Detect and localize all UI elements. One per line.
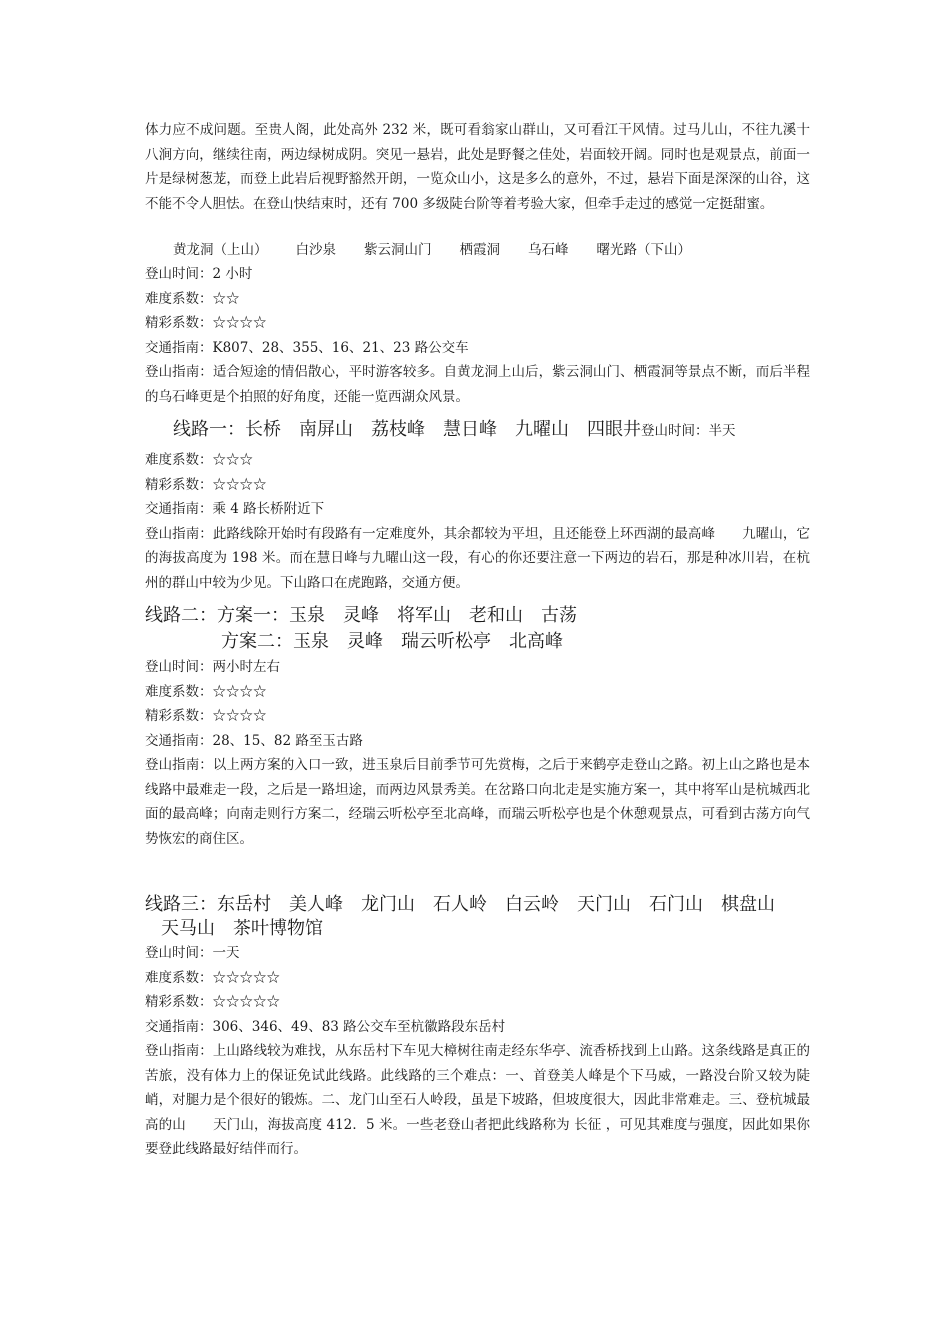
route1-heading-text: 线路一：长桥 南屏山 荔枝峰 慧日峰 九曜山 四眼井 <box>173 419 641 440</box>
route0-guide: 登山指南：适合短途的情侣散心，平时游客较多。自黄龙洞上山后，紫云洞山门、栖霞洞等景点不断，而后半程的乌石峰更是个拍照的好角度，还能一览西湖众风景。 <box>145 364 810 405</box>
route2-difficulty: 难度系数：☆☆☆☆ <box>145 683 267 700</box>
route1-time: 登山时间：半天 <box>641 423 736 439</box>
route3-guide: 登山指南：上山路线较为难找，从东岳村下车见大樟树往南走经东华亭、流香桥找到上山路。这条线路是真正的苦旅，没有体力上的保证免试此线路。此线路的三个难点：一、首登美人峰是个下马威，一路没台阶又较为陡峭，对腿力是个很好的锻炼。二、龙门山至石人岭段，虽是下坡路，但坡度很大，因此非常难走。三、登杭城最高的山 天门山，海拔高度 412．5 米。一些老登山者把此线路称为 长征 ，可见其难度与强度，因此如果你要登此线路最好结伴而行。 <box>145 1043 810 1157</box>
route0-stop: 黄龙洞（上山） <box>173 242 268 258</box>
document-body <box>145 118 810 1162</box>
route1-excitement: 精彩系数：☆☆☆☆ <box>145 476 267 493</box>
route0-stop: 栖霞洞 <box>459 242 500 258</box>
route2-heading-a: 线路二：方案一：玉泉 灵峰 将军山 老和山 古荡 <box>145 605 577 626</box>
route0-stop: 曙光路（下山） <box>596 242 691 258</box>
route2-time: 登山时间：两小时左右 <box>145 659 280 675</box>
route3-heading-a: 线路三：东岳村 美人峰 龙门山 石人岭 白云岭 天门山 石门山 棋盘山 <box>145 894 775 915</box>
route0-stops <box>145 238 810 262</box>
route2-guide: 登山指南：以上两方案的入口一致，进玉泉后目前季节可先赏梅，之后于来鹤亭走登山之路。初上山之路也是本线路中最难走一段，之后是一路坦途，而两边风景秀美。在岔路口向北走是实施方案一，其中将军山是杭城西北面的最高峰；向南走则行方案二，经瑞云听松亭至北高峰，而瑞云听松亭也是个休憩观景点，可看到古荡方向气势恢宏的商住区。 <box>145 757 810 847</box>
route1-transport: 交通指南：乘 4 路长桥附近下 <box>145 501 325 517</box>
route2-heading-b: 方案二：玉泉 灵峰 瑞云听松亭 北高峰 <box>221 631 563 652</box>
route2-transport: 交通指南：28、15、82 路至玉古路 <box>145 732 363 749</box>
route3-transport: 交通指南：306、346、49、83 路公交车至杭徽路段东岳村 <box>145 1018 506 1035</box>
route2-excitement: 精彩系数：☆☆☆☆ <box>145 708 267 724</box>
route0-time: 登山时间：2 小时 <box>145 266 253 282</box>
route0-difficulty: 难度系数：☆☆ <box>145 290 240 307</box>
route0-excitement: 精彩系数：☆☆☆☆ <box>145 315 267 331</box>
route3-excitement: 精彩系数：☆☆☆☆☆ <box>145 994 280 1010</box>
route0-stop: 白沙泉 <box>295 242 336 258</box>
route1-guide: 登山指南：此路线除开始时有段路有一定难度外，其余都较为平坦，且还能登上环西湖的最高峰 九曜山，它的海拔高度为 198 米。而在慧日峰与九曜山这一段，有心的你还要注意一下两边的岩石，那是种冰川岩，在杭州的群山中较为少见。下山路口在虎跑路，交通方便。 <box>145 525 810 591</box>
route3-time: 登山时间：一天 <box>145 945 240 961</box>
route3-heading-b <box>145 917 810 941</box>
route3-heading-b-text: 天马山 茶叶博物馆 <box>161 918 323 939</box>
route3-difficulty: 难度系数：☆☆☆☆☆ <box>145 969 280 986</box>
route0-transport: 交通指南：K807、28、355、16、21、23 路公交车 <box>145 339 469 356</box>
route1-heading <box>145 417 810 444</box>
route0-stop: 乌石峰 <box>528 242 569 258</box>
intro-paragraph: 体力应不成问题。至贵人阁，此处高外 232 米，既可看翁家山群山，又可看江干风情。过马儿山，不往九溪十八涧方向，继续往南，两边绿树成阴。突见一悬岩，此处是野餐之佳处，岩面较开阔。同时也是观景点，前面一片是绿树葱茏，而登上此岩后视野豁然开朗，一览众山小，这是多么的意外，不过，悬岩下面是深深的山谷，这不能不令人胆怯。在登山快结束时，还有 700 多级陡台阶等着考验大家，但牵手走过的感觉一定挺甜蜜。 <box>145 122 810 212</box>
route0-stop: 紫云洞山门 <box>364 242 432 258</box>
route1-difficulty: 难度系数：☆☆☆ <box>145 452 253 468</box>
